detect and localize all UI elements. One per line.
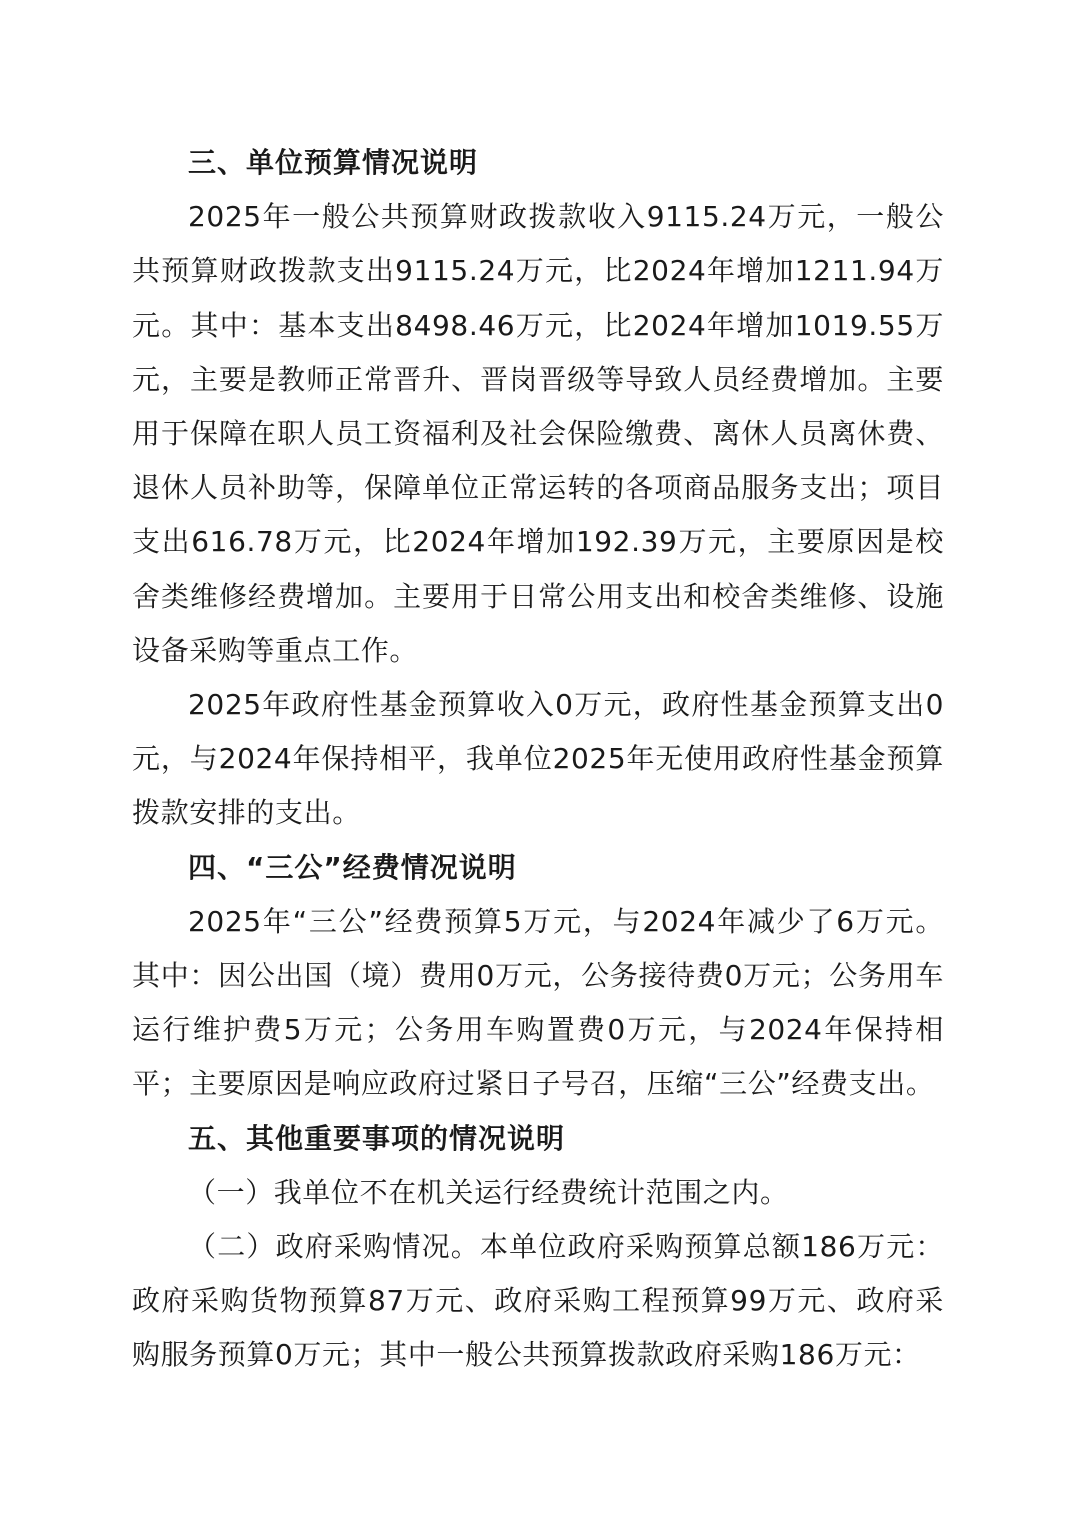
document-page: [132, 136, 944, 1383]
paragraph-three-public: 2025年“三公”经费预算5万元，与2024年减少了6万元。其中：因公出国（境）费用0万元，公务接待费0万元；公务用车运行维护费5万元；公务用车购置费0万元，与2024年保持相平；主要原因是响应政府过紧日子号召，压缩“三公”经费支出。: [132, 904, 944, 1101]
paragraph-fund-budget: 2025年政府性基金预算收入0万元，政府性基金预算支出0元，与2024年保持相平，我单位2025年无使用政府性基金预算拨款安排的支出。: [132, 688, 944, 830]
paragraph-operating-fund: （一）我单位不在机关运行经费统计范围之内。: [188, 1175, 789, 1209]
section-heading-other: 五、其他重要事项的情况说明: [188, 1121, 566, 1155]
section-heading-three-public: 四、“三公”经费情况说明: [188, 850, 517, 884]
section-heading-budget: 三、单位预算情况说明: [188, 146, 479, 179]
paragraph-procurement: （二）政府采购情况。本单位政府采购预算总额186万元：政府采购货物预算87万元、政府采购工程预算99万元、政府采购服务预算0万元；其中一般公共预算拨款政府采购186万元：: [132, 1230, 944, 1372]
paragraph-general-budget: 2025年一般公共预算财政拨款收入9115.24万元，一般公共预算财政拨款支出9115.24万元，比2024年增加1211.94万元。其中：基本支出8498.46万元，比2024年增加1019.55万元，主要是教师正常晋升、晋岗晋级等导致人员经费增加。主要用于保障在职人员工资福利及社会保险缴费、离休人员离休费、退休人员补助等，保障单位正常运转的各项商品服务支出；项目支出616.78万元，比2024年增加192.39万元，主要原因是校舍类维修经费增加。主要用于日常公用支出和校舍类维修、设施设备采购等重点工作。: [132, 200, 944, 667]
